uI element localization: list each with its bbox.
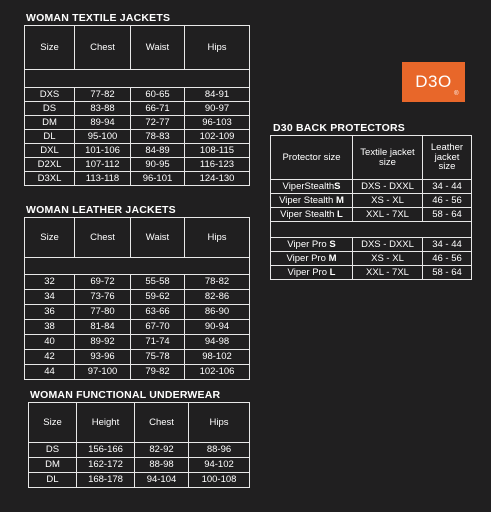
cell: 162-172 <box>77 458 135 473</box>
table-row <box>271 194 472 208</box>
table-row <box>271 208 472 222</box>
leather-header-size: Size <box>25 218 75 258</box>
table-row <box>29 458 250 473</box>
cell: 86-90 <box>185 305 250 320</box>
table-row <box>25 88 250 102</box>
textile-title: WOMAN TEXTILE JACKETS <box>26 12 171 24</box>
table-row <box>25 116 250 130</box>
protectors-header-leather-size: Leather jacket size <box>423 136 472 180</box>
cell: 93-96 <box>75 350 131 365</box>
cell: 95-100 <box>75 130 131 144</box>
cell: 40 <box>25 335 75 350</box>
leather-header-row <box>25 218 250 258</box>
cell: 94-104 <box>135 473 189 488</box>
cell: 72-77 <box>131 116 185 130</box>
cell: 102-106 <box>185 365 250 380</box>
cell: DXS - DXXL <box>353 180 423 194</box>
cell: 77-82 <box>75 88 131 102</box>
table-row <box>25 335 250 350</box>
underwear-header-size: Size <box>29 403 77 443</box>
cell: 71-74 <box>131 335 185 350</box>
cell: 38 <box>25 320 75 335</box>
table-row <box>25 320 250 335</box>
protectors-header-row <box>271 136 472 180</box>
cell: DL <box>25 130 75 144</box>
cell: 96-101 <box>131 172 185 186</box>
d3o-logo <box>402 62 465 102</box>
cell: 90-97 <box>185 102 250 116</box>
table-row <box>271 180 472 194</box>
cell: DM <box>29 458 77 473</box>
cell: 73-76 <box>75 290 131 305</box>
cell: 88-98 <box>135 458 189 473</box>
registered-mark-icon: ® <box>454 91 459 97</box>
cell: 83-88 <box>75 102 131 116</box>
cell: DXS - DXXL <box>353 238 423 252</box>
cell: 46 - 56 <box>423 252 472 266</box>
cell: 168-178 <box>77 473 135 488</box>
cell: ViperStealthS <box>271 180 353 194</box>
protectors-header-protector-size: Protector size <box>271 136 353 180</box>
table-row <box>271 252 472 266</box>
cell: XS - XL <box>353 252 423 266</box>
textile-header-size: Size <box>25 26 75 70</box>
cell: 156-166 <box>77 443 135 458</box>
leather-header-hips: Hips <box>185 218 250 258</box>
cell: 94-102 <box>189 458 250 473</box>
cell: 75-78 <box>131 350 185 365</box>
cell: DL <box>29 473 77 488</box>
cell: 96-103 <box>185 116 250 130</box>
cell: 82-86 <box>185 290 250 305</box>
cell: 89-94 <box>75 116 131 130</box>
cell: 78-83 <box>131 130 185 144</box>
textile-size-table <box>24 25 250 186</box>
cell: 77-80 <box>75 305 131 320</box>
underwear-header-height: Height <box>77 403 135 443</box>
table-row <box>25 290 250 305</box>
textile-spacer <box>25 70 250 88</box>
cell: 34 - 44 <box>423 238 472 252</box>
cell: 89-92 <box>75 335 131 350</box>
cell: 81-84 <box>75 320 131 335</box>
cell: 82-92 <box>135 443 189 458</box>
cell: 84-91 <box>185 88 250 102</box>
cell: Viper Pro L <box>271 266 353 280</box>
cell: 113-118 <box>75 172 131 186</box>
cell: DXS <box>25 88 75 102</box>
textile-header-row <box>25 26 250 70</box>
cell: 46 - 56 <box>423 194 472 208</box>
cell: 94-98 <box>185 335 250 350</box>
cell: 32 <box>25 275 75 290</box>
cell: 69-72 <box>75 275 131 290</box>
table-row <box>25 365 250 380</box>
leather-header-waist: Waist <box>131 218 185 258</box>
cell: XS - XL <box>353 194 423 208</box>
leather-size-table <box>24 217 250 380</box>
cell: 100-108 <box>189 473 250 488</box>
table-row <box>25 158 250 172</box>
protectors-table <box>270 135 472 280</box>
underwear-title: WOMAN FUNCTIONAL UNDERWEAR <box>30 389 221 401</box>
cell: D2XL <box>25 158 75 172</box>
cell: 107-112 <box>75 158 131 172</box>
cell: XXL - 7XL <box>353 208 423 222</box>
underwear-header-chest: Chest <box>135 403 189 443</box>
textile-header-waist: Waist <box>131 26 185 70</box>
underwear-size-table <box>28 402 250 488</box>
cell: 55-58 <box>131 275 185 290</box>
leather-title: WOMAN LEATHER JACKETS <box>26 204 176 216</box>
cell: DM <box>25 116 75 130</box>
table-row <box>25 172 250 186</box>
cell: 42 <box>25 350 75 365</box>
cell: 97-100 <box>75 365 131 380</box>
cell: 58 - 64 <box>423 266 472 280</box>
cell: 59-62 <box>131 290 185 305</box>
cell: DS <box>25 102 75 116</box>
cell: 66-71 <box>131 102 185 116</box>
cell: 90-94 <box>185 320 250 335</box>
leather-header-chest: Chest <box>75 218 131 258</box>
leather-spacer <box>25 258 250 275</box>
cell: 84-89 <box>131 144 185 158</box>
table-row <box>25 130 250 144</box>
protectors-header-textile-size: Textile jacket size <box>353 136 423 180</box>
table-row <box>25 275 250 290</box>
cell: 90-95 <box>131 158 185 172</box>
cell: 101-106 <box>75 144 131 158</box>
table-row <box>25 305 250 320</box>
underwear-header-row <box>29 403 250 443</box>
cell: 102-109 <box>185 130 250 144</box>
cell: 60-65 <box>131 88 185 102</box>
cell: 67-70 <box>131 320 185 335</box>
cell: DXL <box>25 144 75 158</box>
cell: 58 - 64 <box>423 208 472 222</box>
table-row <box>271 238 472 252</box>
logo-text: D3O <box>415 72 452 91</box>
cell: 36 <box>25 305 75 320</box>
cell: 78-82 <box>185 275 250 290</box>
protectors-title: D30 BACK PROTECTORS <box>273 122 405 134</box>
cell: 108-115 <box>185 144 250 158</box>
cell: 63-66 <box>131 305 185 320</box>
underwear-header-hips: Hips <box>189 403 250 443</box>
table-row <box>29 473 250 488</box>
protectors-spacer <box>271 222 472 238</box>
table-row <box>29 443 250 458</box>
cell: 116-123 <box>185 158 250 172</box>
cell: Viper Pro S <box>271 238 353 252</box>
cell: 34 - 44 <box>423 180 472 194</box>
table-row <box>25 102 250 116</box>
cell: Viper Pro M <box>271 252 353 266</box>
textile-header-chest: Chest <box>75 26 131 70</box>
cell: 44 <box>25 365 75 380</box>
cell: D3XL <box>25 172 75 186</box>
cell: DS <box>29 443 77 458</box>
textile-header-hips: Hips <box>185 26 250 70</box>
cell: Viper Stealth M <box>271 194 353 208</box>
cell: 79-82 <box>131 365 185 380</box>
cell: 88-96 <box>189 443 250 458</box>
table-row <box>25 350 250 365</box>
table-row <box>25 144 250 158</box>
cell: 124-130 <box>185 172 250 186</box>
cell: 34 <box>25 290 75 305</box>
cell: XXL - 7XL <box>353 266 423 280</box>
table-row <box>271 266 472 280</box>
cell: Viper Stealth L <box>271 208 353 222</box>
cell: 98-102 <box>185 350 250 365</box>
